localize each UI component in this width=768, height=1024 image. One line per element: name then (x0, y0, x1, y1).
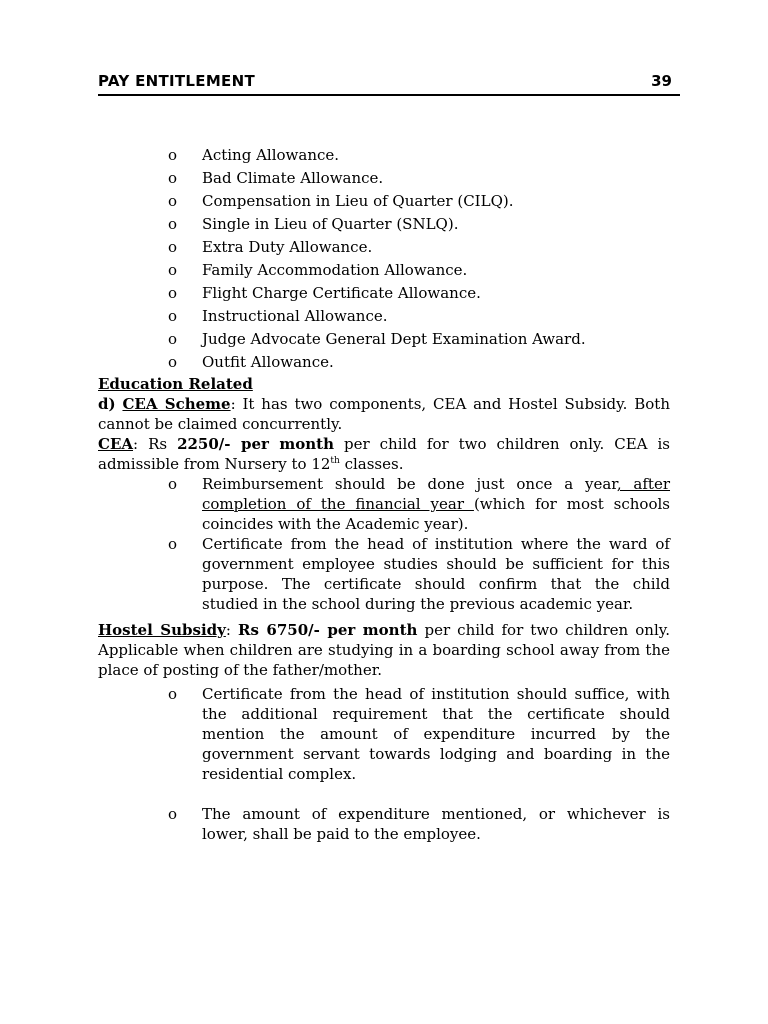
list-item: o Extra Duty Allowance. (98, 236, 670, 259)
page-header (98, 72, 680, 96)
list-item: o Reimbursement should be done just once a year, after completion of the financial year (which for most schools coincides with the Academic year). (168, 475, 671, 533)
list-item: o Family Accommodation Allowance. (98, 259, 670, 282)
list-item: o Acting Allowance. (98, 144, 670, 167)
bullet-icon: o (168, 685, 178, 703)
page-number: 39 (651, 72, 672, 90)
list-item: o The amount of expenditure mentioned, or whichever is lower, shall be paid to the employee. (168, 805, 670, 843)
list-item: o Compensation in Lieu of Quarter (CILQ). (98, 190, 670, 213)
list-item: o Outfit Allowance. (98, 351, 670, 374)
education-section (98, 374, 670, 844)
bullet-icon: o (168, 307, 178, 325)
list-item: o Flight Charge Certificate Allowance. (98, 282, 670, 305)
hostel-amount: Rs 6750/- per month (237, 621, 418, 639)
hostel-paragraph: Hostel Subsidy: Rs 6750/- per month per child for two children only. Applicable when children are studying in a boarding school away from the place of posting of the father/mother. (98, 621, 670, 679)
bullet-icon: o (168, 805, 178, 823)
list-item: o Certificate from the head of institution where the ward of government employee studies should be sufficient for this purpose. The certificate should confirm that the child studied in the school during the previous academic year. (168, 535, 670, 613)
list-item: o Instructional Allowance. (98, 305, 670, 328)
cea-scheme-label: CEA Scheme (122, 395, 231, 413)
bullet-icon: o (168, 284, 178, 302)
section-heading: Education Related (98, 375, 253, 393)
bullet-icon: o (168, 261, 178, 279)
hostel-label: Hostel Subsidy (98, 621, 226, 639)
cea-amount: 2250/- per month (177, 435, 334, 453)
bullet-icon: o (168, 535, 178, 553)
header-title: PAY ENTITLEMENT (98, 72, 255, 90)
list-item: o Bad Climate Allowance. (98, 167, 670, 190)
bullet-icon: o (168, 215, 178, 233)
bullet-icon: o (168, 192, 178, 210)
list-item: o Judge Advocate General Dept Examination Award. (98, 328, 670, 351)
list-item: o Certificate from the head of institution should suffice, with the additional requirement that the certificate should mention the amount of expenditure incurred by the government servant towards lodging and boarding in the residential complex. (168, 685, 670, 783)
bullet-icon: o (168, 146, 178, 164)
allowance-list (98, 144, 670, 374)
cea-label: CEA (98, 435, 134, 453)
list-item: o Single in Lieu of Quarter (SNLQ). (98, 213, 670, 236)
bullet-icon: o (168, 353, 178, 371)
bullet-icon: o (168, 330, 178, 348)
bullet-icon: o (168, 475, 178, 493)
cea-paragraph: CEA: Rs 2250/- per month per child for two children only. CEA is admissible from Nursery to 12th classes. (98, 435, 670, 473)
bullet-icon: o (168, 169, 178, 187)
cea-scheme-paragraph: d) CEA Scheme: It has two components, CEA and Hostel Subsidy. Both cannot be claimed concurrently. (98, 395, 670, 433)
bullet-icon: o (168, 238, 178, 256)
